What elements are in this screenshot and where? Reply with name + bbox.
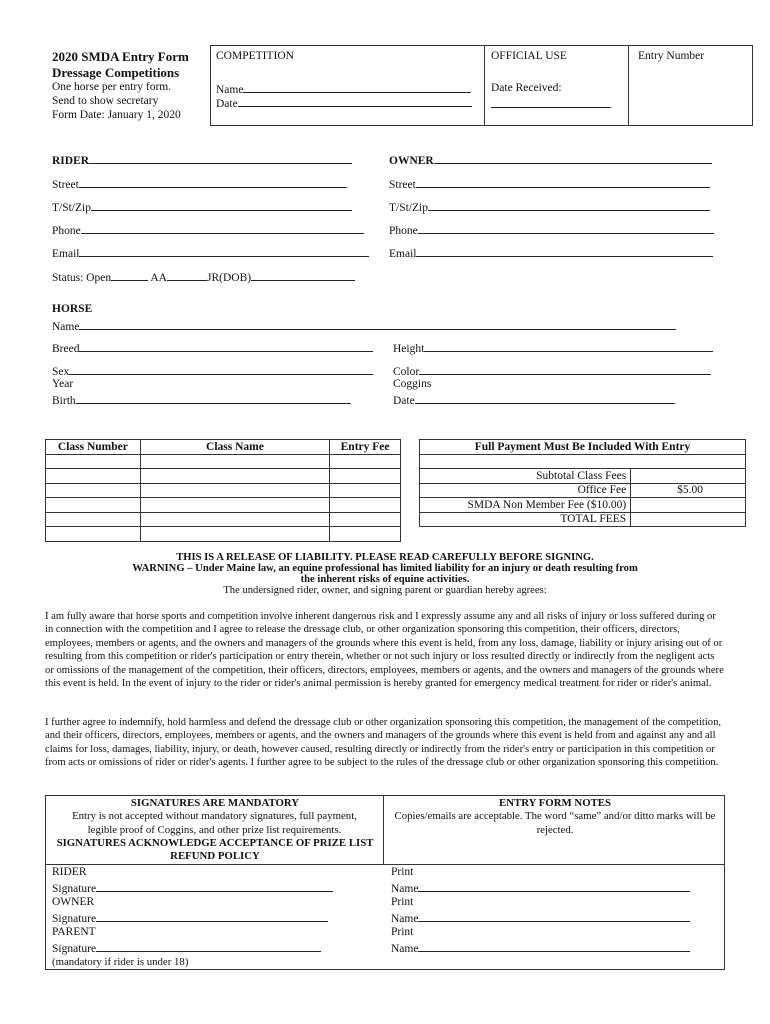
payment-spacer [420, 454, 746, 469]
divider [484, 45, 485, 126]
class-name-cell[interactable] [140, 512, 329, 527]
rider-phone-field[interactable]: Phone [52, 223, 364, 238]
table-row [420, 512, 746, 527]
owner-street-field[interactable]: Street [389, 177, 710, 192]
total-fees-field[interactable] [631, 512, 746, 527]
owner-email-field[interactable]: Email [389, 246, 713, 261]
table-row[interactable] [46, 454, 401, 469]
non-member-fee-label: SMDA Non Member Fee ($10.00) [420, 498, 631, 513]
divider [45, 864, 725, 865]
print-label: Print [391, 926, 414, 938]
office-fee-label: Office Fee [420, 483, 631, 498]
competition-date-field[interactable]: Date [216, 96, 472, 111]
class-name-cell[interactable] [140, 483, 329, 498]
rider-email-field[interactable]: Email [52, 246, 369, 261]
table-row[interactable] [46, 469, 401, 484]
notes-text: Copies/emails are acceptable. The word “same” and/or ditto marks will be rejected. [394, 810, 716, 836]
office-fee-value: $5.00 [631, 483, 746, 498]
owner-tstzip-field[interactable]: T/St/Zip [389, 200, 710, 215]
horse-heading: HORSE [52, 303, 93, 315]
horse-coggins-date-field[interactable]: Date [393, 393, 675, 408]
horse-coggins-label: Coggins [393, 378, 432, 390]
table-row [420, 483, 746, 498]
class-name-header: Class Name [140, 440, 329, 455]
owner-heading-field[interactable]: OWNER [389, 153, 712, 168]
horse-year-label: Year [52, 378, 74, 390]
horse-birth-field[interactable]: Birth [52, 393, 351, 408]
competition-name-field[interactable]: Name [216, 82, 471, 97]
class-table-header [46, 440, 401, 455]
owner-phone-field[interactable]: Phone [389, 223, 714, 238]
release-paragraph-2: I further agree to indemnify, hold harmless and defend the dressage club or other organization sponsoring this competition, the management of the competition, and their officers, directors, employees, members or agents, and the owners and managers of the grounds where this event is held from and against any and all claims for loss, damages, liability, injury, or death, however caused, resulting directly or indirectly from the rider's entry or participation in this competition or from acts or omissions of rider or rider's agents. I further agree to be subject to the rules of the dressage club or other organization sponsoring this competition. [45, 717, 722, 769]
rider-print-name-field[interactable]: Name [391, 881, 690, 896]
class-number-cell[interactable] [46, 512, 141, 527]
non-member-fee-field[interactable] [631, 498, 746, 513]
parent-note: (mandatory if rider is under 18) [52, 956, 189, 968]
release-paragraph-1: I am fully aware that horse sports and competition involve inherent dangerous risk and I expressly assume any and all risks of injury or loss suffered during or in connection with the competition and I agree to release the dressage club, or other organization sponsoring this competition, their officers, directors, employees, members or agents, and the owners and managers of the grounds where this event is held, from any loss, damage, liability or injury arising out of or resulting from this competition or rider's participation or entry therein, whether or not such injury or loss resulted directly or indirectly from the negligent acts or omissions of the management of the competition, their officers, directors, employees, members or agents, and the owners and managers of the grounds where this event is held. In the event of injury to the rider or rider's animal permission is hereby granted for emergency medical treatment for rider or rider's animal. [45, 611, 724, 690]
competition-label: COMPETITION [216, 50, 294, 62]
print-label: Print [391, 866, 414, 878]
date-received-label: Date Received: [491, 82, 562, 94]
class-table [45, 439, 401, 542]
class-number-cell[interactable] [46, 498, 141, 513]
entry-fee-cell[interactable] [330, 498, 401, 513]
form-title: 2020 SMDA Entry Form [52, 49, 189, 64]
owner-signature-field[interactable]: Signature [52, 911, 328, 926]
release-warning-cont: the inherent risks of equine activities. [300, 574, 470, 585]
date-received-field[interactable] [491, 97, 611, 108]
form-date: Form Date: January 1, 2020 [52, 109, 181, 121]
print-label: Print [391, 896, 414, 908]
table-row [420, 498, 746, 513]
horse-breed-field[interactable]: Breed [52, 341, 373, 356]
table-row[interactable] [46, 498, 401, 513]
payment-heading: Full Payment Must Be Included With Entry [420, 440, 746, 455]
signatures-heading: SIGNATURES ARE MANDATORY [130, 797, 300, 809]
parent-sig-label: PARENT [52, 926, 96, 938]
horse-height-field[interactable]: Height [393, 341, 713, 356]
entry-fee-header: Entry Fee [330, 440, 401, 455]
divider [628, 45, 629, 126]
form-subtitle: Dressage Competitions [52, 65, 180, 80]
class-number-cell[interactable] [46, 469, 141, 484]
entry-fee-cell[interactable] [330, 454, 401, 469]
table-row [420, 469, 746, 484]
signatures-text: Entry is not accepted without mandatory signatures, full payment, legible proof of Coggins, and other prize list requirements. [72, 810, 357, 836]
rider-street-field[interactable]: Street [52, 177, 347, 192]
table-row[interactable] [46, 527, 401, 542]
subtotal-label: Subtotal Class Fees [420, 469, 631, 484]
notes-heading: ENTRY FORM NOTES [499, 797, 611, 809]
class-number-cell[interactable] [46, 527, 141, 542]
class-number-cell[interactable] [46, 483, 141, 498]
rider-signature-field[interactable]: Signature [52, 881, 333, 896]
class-number-cell[interactable] [46, 454, 141, 469]
entry-fee-cell[interactable] [330, 469, 401, 484]
owner-sig-label: OWNER [52, 896, 95, 908]
header-line-2: Send to show secretary [52, 95, 159, 107]
class-name-cell[interactable] [140, 454, 329, 469]
horse-color-field[interactable]: Color [393, 364, 711, 379]
class-number-header: Class Number [46, 440, 141, 455]
release-agreement: The undersigned rider, owner, and signing parent or guardian hereby agrees: [223, 585, 547, 596]
header-line-1: One horse per entry form. [52, 81, 172, 93]
release-warning: WARNING – Under Maine law, an equine professional has limited liability for an injury or death resulting from [132, 563, 638, 574]
rider-status-field[interactable]: Status: Open AA JR(DOB) [52, 270, 355, 285]
table-row[interactable] [46, 483, 401, 498]
parent-print-name-field[interactable]: Name [391, 941, 690, 956]
total-fees-label: TOTAL FEES [420, 512, 631, 527]
release-heading: THIS IS A RELEASE OF LIABILITY. PLEASE READ CAREFULLY BEFORE SIGNING. [176, 552, 594, 563]
entry-fee-cell[interactable] [330, 512, 401, 527]
entry-fee-cell[interactable] [330, 483, 401, 498]
entry-fee-cell[interactable] [330, 527, 401, 542]
parent-signature-field[interactable]: Signature [52, 941, 321, 956]
divider [210, 45, 211, 126]
rider-sig-label: RIDER [52, 866, 87, 878]
subtotal-field[interactable] [631, 469, 746, 484]
entry-number-label: Entry Number [638, 50, 705, 62]
class-name-cell[interactable] [140, 469, 329, 484]
owner-print-name-field[interactable]: Name [391, 911, 690, 926]
rider-heading-field[interactable]: RIDER [52, 153, 352, 168]
class-name-cell[interactable] [140, 527, 329, 542]
divider [383, 795, 384, 865]
signatures-heading-2: SIGNATURES ACKNOWLEDGE ACCEPTANCE OF PRIZE LIST REFUND POLICY [56, 837, 374, 862]
horse-name-field[interactable]: Name [52, 319, 676, 334]
payment-table [419, 439, 746, 527]
official-use-label: OFFICIAL USE [491, 50, 567, 62]
rider-tstzip-field[interactable]: T/St/Zip [52, 200, 352, 215]
horse-sex-field[interactable]: Sex [52, 364, 373, 379]
class-name-cell[interactable] [140, 498, 329, 513]
table-row[interactable] [46, 512, 401, 527]
